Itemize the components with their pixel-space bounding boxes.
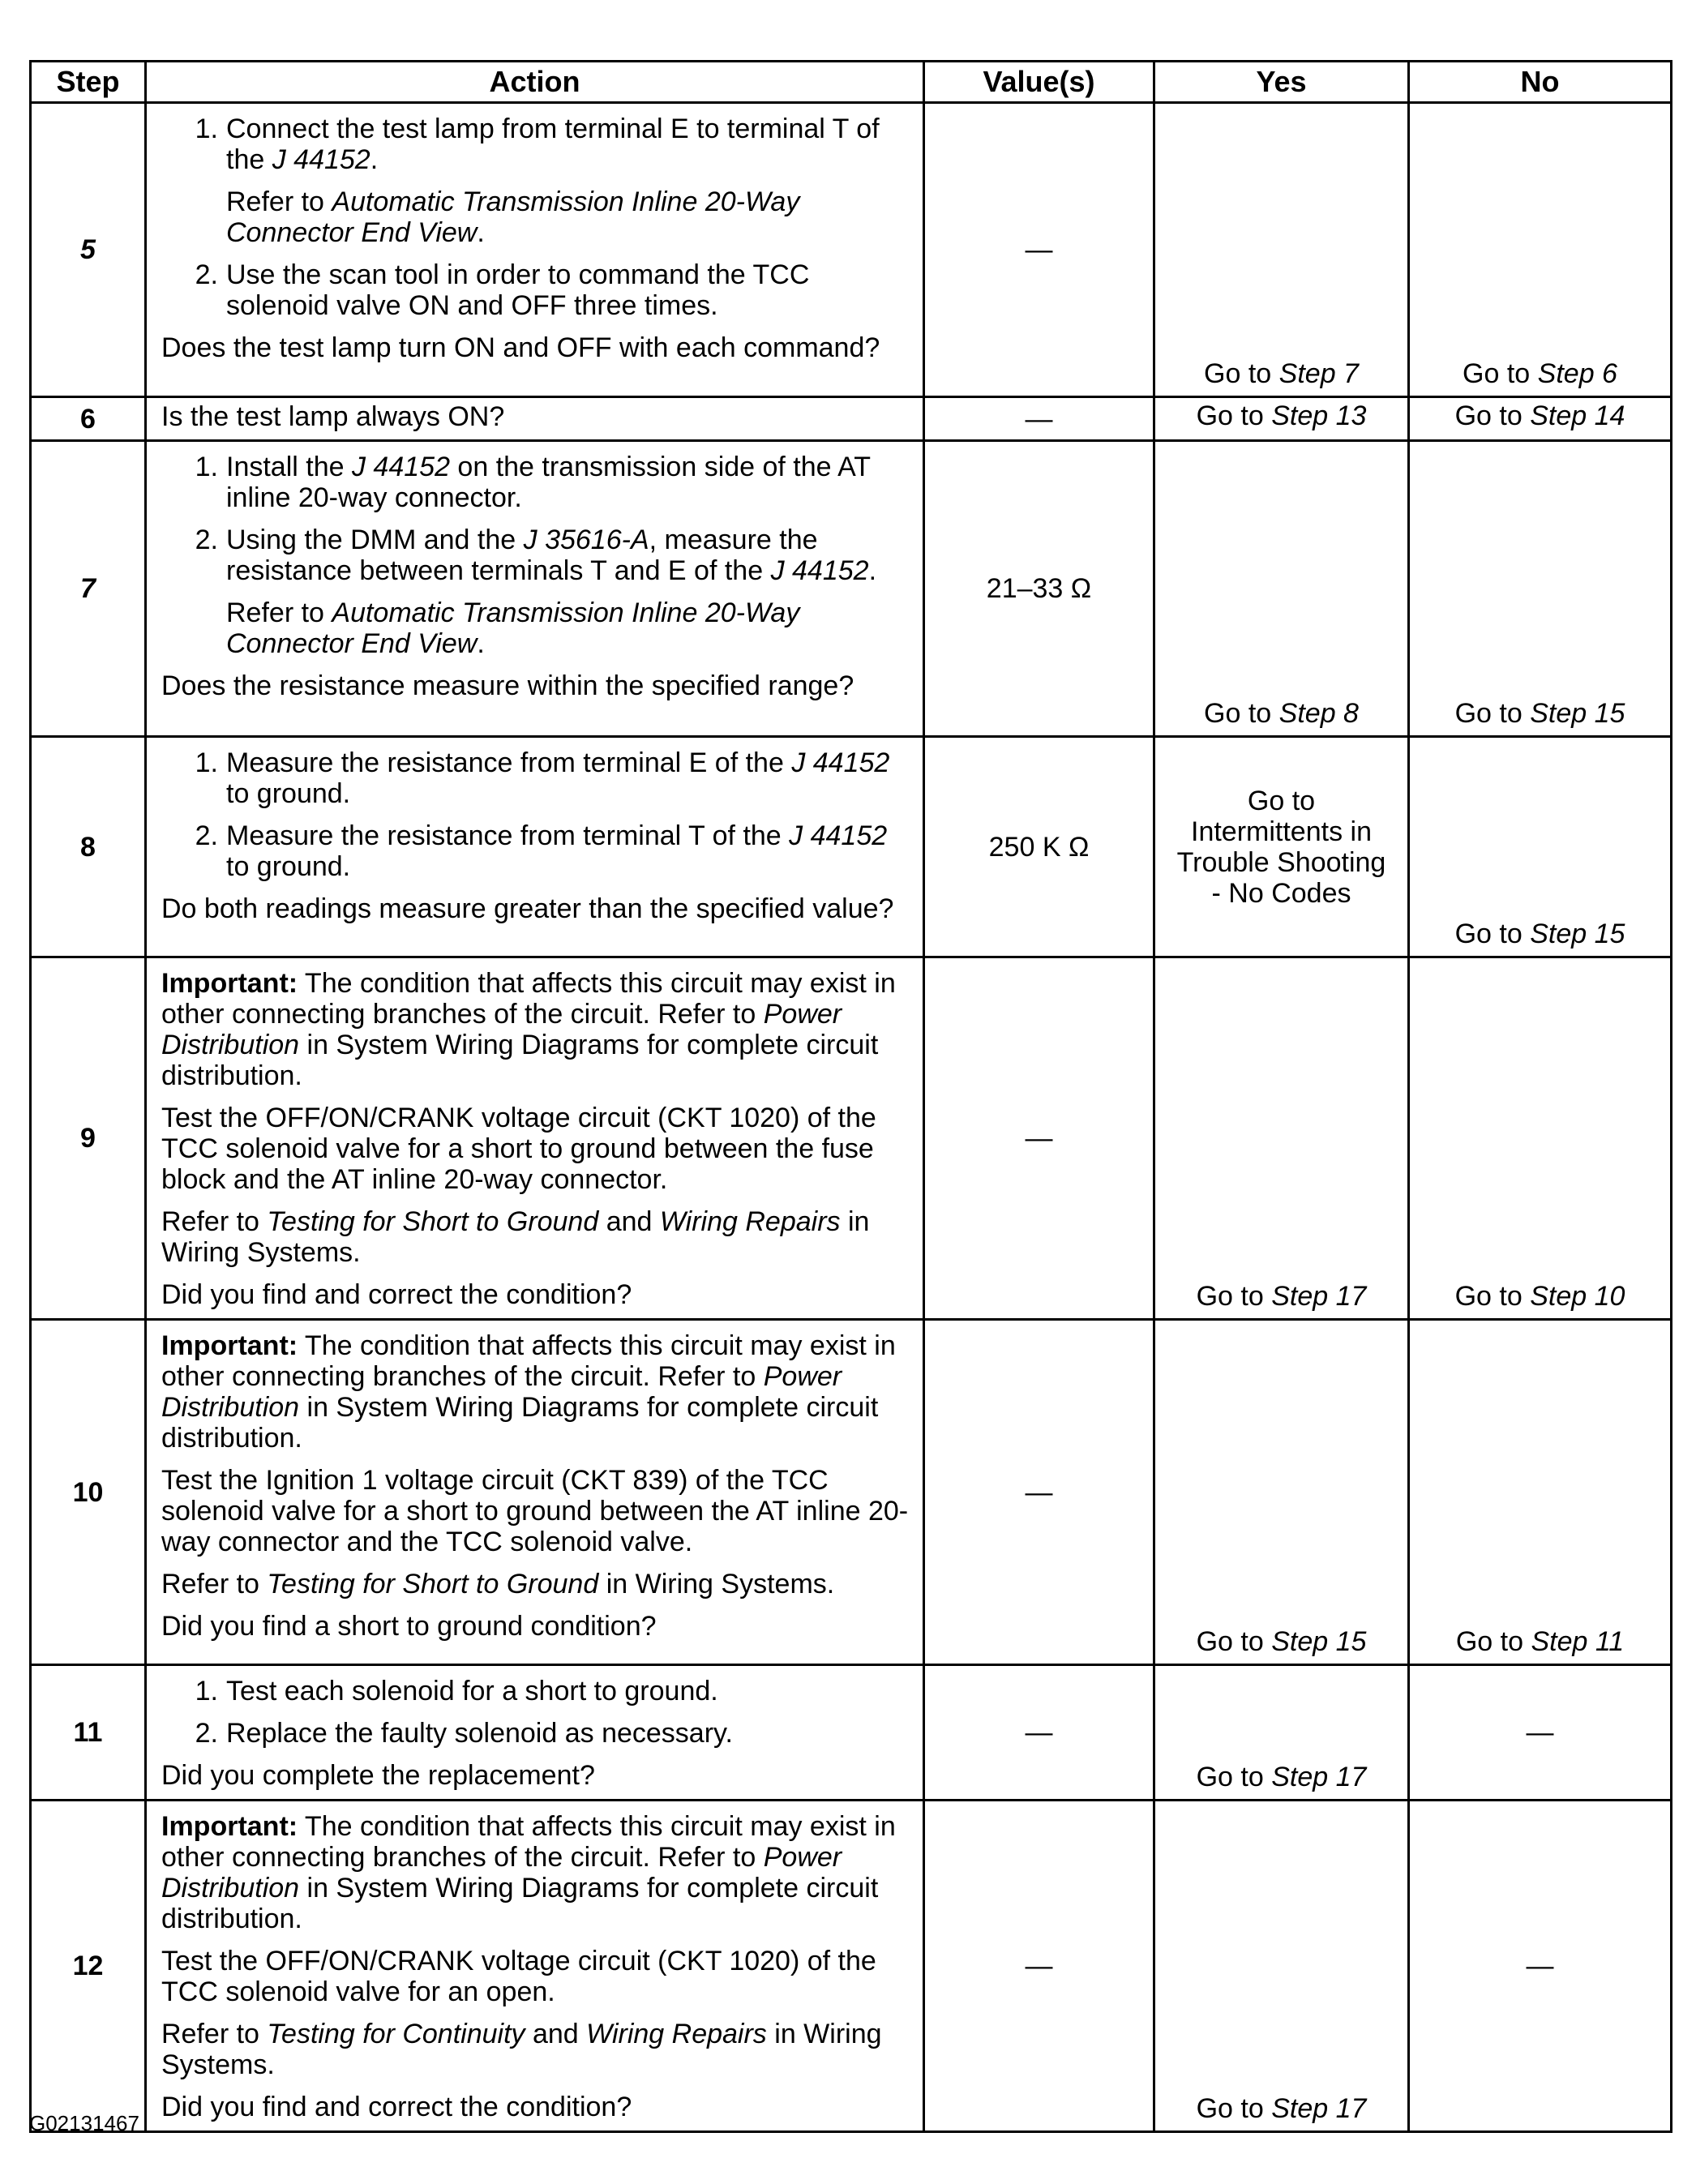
question-text: Did you find and correct the condition? [161,1279,632,1310]
header-yes: Yes [1154,62,1409,103]
header-step: Step [31,62,146,103]
header-values: Value(s) [924,62,1154,103]
item-number: 1. [195,1676,218,1707]
question-text: Did you complete the replacement? [161,1760,595,1791]
step-number: 10 [31,1320,146,1665]
yes-cell: Go to Step 17 [1154,1665,1409,1801]
table-row [31,103,1672,397]
header-no: No [1409,62,1672,103]
action-cell [146,957,924,1320]
action-item [161,452,913,513]
no-cell: — [1409,1801,1672,2132]
table-row [31,397,1672,441]
value-cell: — [924,1665,1154,1801]
yes-cell: Go to Step 15 [1154,1320,1409,1665]
question-text: Do both readings measure greater than the specified value? [161,893,894,924]
reference-note: Refer to Testing for Short to Ground and Wiring Repairs in Wiring Systems. [161,1206,870,1268]
item-number: 2. [195,525,218,555]
important-note: Important: The condition that affects this circuit may exist in other connecting branches of the circuit. Refer to Power Distribution in System Wiring Diagrams for complete circuit distribution. [161,968,896,1091]
item-number: 1. [195,452,218,482]
diagnostic-table-page [29,60,1672,2133]
table-row [31,737,1672,957]
value-cell: 250 K Ω [924,737,1154,957]
important-note: Important: The condition that affects this circuit may exist in other connecting branches of the circuit. Refer to Power Distribution in System Wiring Diagrams for complete circuit distribution. [161,1330,896,1454]
table-row [31,441,1672,737]
value-cell: — [924,957,1154,1320]
question-text: Is the test lamp always ON? [161,401,505,432]
no-cell: Go to Step 15 [1409,737,1672,957]
yes-cell: Go to Step 8 [1154,441,1409,737]
table-row [31,1320,1672,1665]
action-cell [146,737,924,957]
action-item [161,525,913,586]
question-text: Did you find and correct the condition? [161,2092,632,2122]
test-instruction: Test the Ignition 1 voltage circuit (CKT 839) of the TCC solenoid valve for a short to ground between the AT inline 20-way connector and the TCC solenoid valve. [161,1465,909,1557]
action-cell [146,1801,924,2132]
action-cell [146,103,924,397]
value-cell: — [924,1801,1154,2132]
test-instruction: Test the OFF/ON/CRANK voltage circuit (CKT 1020) of the TCC solenoid valve for an open. [161,1946,876,2007]
step-number: 7 [31,441,146,737]
action-cell [146,441,924,737]
no-cell: Go to Step 10 [1409,957,1672,1320]
action-cell [146,397,924,441]
action-item [161,1676,913,1707]
question-text: Does the resistance measure within the specified range? [161,670,854,701]
question-text: Does the test lamp turn ON and OFF with each command? [161,332,880,363]
step-number: 9 [31,957,146,1320]
table-row [31,1801,1672,2132]
yes-cell: Go to Step 17 [1154,957,1409,1320]
table-row [31,1665,1672,1801]
header-action: Action [146,62,924,103]
reference-note: Refer to Testing for Short to Ground in Wiring Systems. [161,1569,835,1599]
question-text: Did you find a short to ground condition? [161,1611,657,1642]
action-item [161,113,913,175]
no-cell: — [1409,1665,1672,1801]
item-number: 2. [195,259,218,290]
diagnostic-table [29,60,1672,2133]
value-cell: — [924,397,1154,441]
action-item [161,747,913,809]
item-text: Using the DMM and the J 35616-A, measure the resistance between terminals T and E of the J 44152. [226,525,877,586]
item-text: Replace the faulty solenoid as necessary. [226,1718,733,1749]
action-cell [146,1320,924,1665]
item-number: 1. [195,113,218,144]
test-instruction: Test the OFF/ON/CRANK voltage circuit (CKT 1020) of the TCC solenoid valve for a short to ground between the fuse block and the AT inline 20-way connector. [161,1103,876,1195]
step-number: 5 [31,103,146,397]
important-note: Important: The condition that affects this circuit may exist in other connecting branches of the circuit. Refer to Power Distribution in System Wiring Diagrams for complete circuit distribution. [161,1811,896,1934]
item-text: Measure the resistance from terminal E of the J 44152 to ground. [226,747,890,809]
yes-cell: Go to Step 17 [1154,1801,1409,2132]
reference-note: Refer to Automatic Transmission Inline 20-Way Connector End View. [226,186,800,248]
no-cell: Go to Step 15 [1409,441,1672,737]
action-item [161,259,913,321]
figure-id: G02131467 [29,2111,139,2135]
yes-cell: Go to Intermittents in Trouble Shooting - No Codes [1154,737,1409,957]
action-item [161,1718,913,1749]
item-text: Connect the test lamp from terminal E to terminal T of the J 44152. [226,113,880,175]
action-item [161,820,913,882]
item-text: Measure the resistance from terminal T of the J 44152 to ground. [226,820,888,882]
value-cell: — [924,1320,1154,1665]
step-number: 6 [31,397,146,441]
step-number: 12 [31,1801,146,2132]
yes-cell: Go to Step 7 [1154,103,1409,397]
item-text: Test each solenoid for a short to ground. [226,1676,718,1707]
item-number: 2. [195,820,218,851]
no-cell: Go to Step 14 [1409,397,1672,441]
value-cell: — [924,103,1154,397]
no-cell: Go to Step 6 [1409,103,1672,397]
reference-note: Refer to Testing for Continuity and Wiring Repairs in Wiring Systems. [161,2019,882,2080]
table-row [31,957,1672,1320]
reference-note: Refer to Automatic Transmission Inline 20-Way Connector End View. [226,597,800,659]
step-number: 11 [31,1665,146,1801]
item-number: 1. [195,747,218,778]
step-number: 8 [31,737,146,957]
header-row [31,62,1672,103]
item-text: Use the scan tool in order to command the TCC solenoid valve ON and OFF three times. [226,259,810,321]
item-text: Install the J 44152 on the transmission side of the AT inline 20-way connector. [226,452,871,513]
no-cell: Go to Step 11 [1409,1320,1672,1665]
action-cell [146,1665,924,1801]
yes-cell: Go to Step 13 [1154,397,1409,441]
value-cell: 21–33 Ω [924,441,1154,737]
item-number: 2. [195,1718,218,1749]
